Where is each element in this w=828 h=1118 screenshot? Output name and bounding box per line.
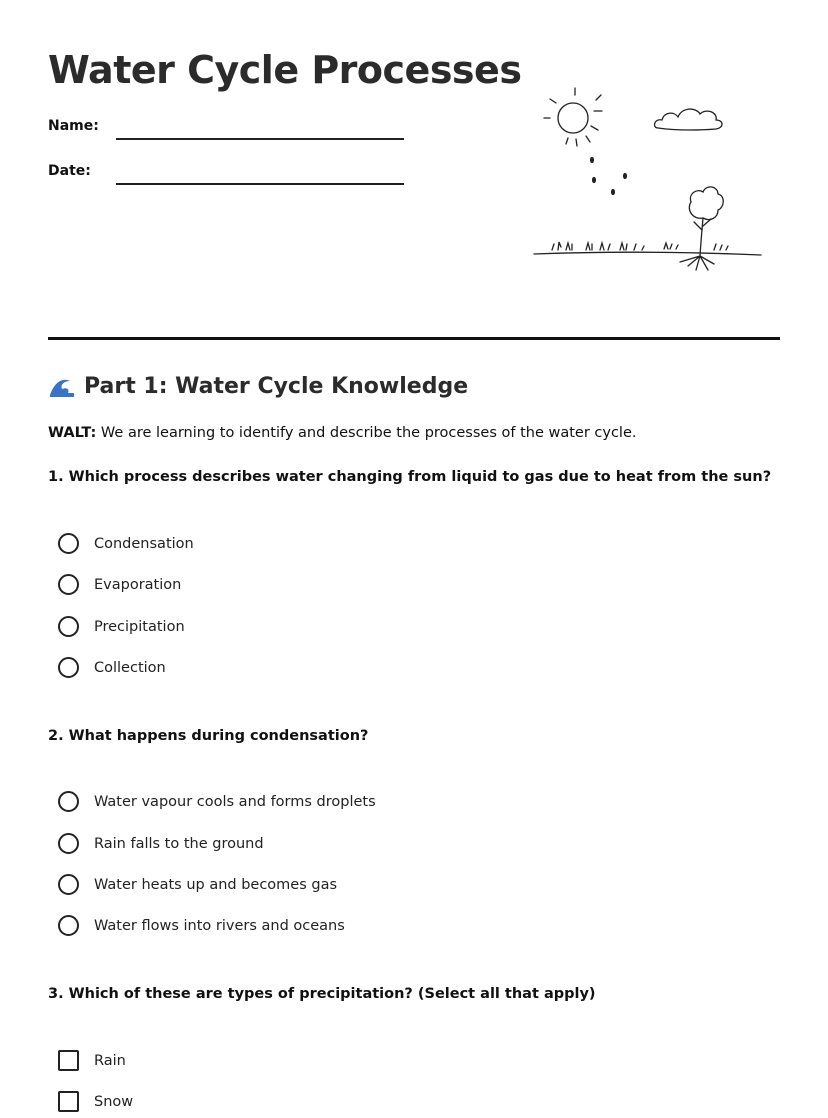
tree-icon — [680, 187, 723, 270]
water-cycle-illustration — [528, 80, 768, 280]
name-label: Name: — [48, 118, 99, 134]
date-input-line[interactable] — [116, 183, 404, 185]
part1-heading-text: Part 1: Water Cycle Knowledge — [84, 374, 469, 399]
checkbox[interactable] — [58, 1050, 79, 1071]
radio-button[interactable] — [58, 574, 79, 595]
radio-button[interactable] — [58, 791, 79, 812]
name-input-line[interactable] — [116, 138, 404, 140]
radio-button[interactable] — [58, 833, 79, 854]
q1-option-precipitation[interactable] — [58, 616, 185, 637]
walt-statement — [48, 425, 637, 441]
option-label: Precipitation — [94, 618, 185, 635]
q3-option-snow[interactable] — [58, 1091, 133, 1112]
q1-option-condensation[interactable] — [58, 533, 194, 554]
radio-button[interactable] — [58, 874, 79, 895]
option-label: Evaporation — [94, 576, 182, 593]
part1-heading — [48, 374, 468, 399]
date-label: Date: — [48, 163, 91, 179]
option-label: Water heats up and becomes gas — [94, 876, 338, 893]
raindrops-icon — [591, 158, 627, 195]
option-label: Collection — [94, 659, 166, 676]
q3-option-rain[interactable] — [58, 1050, 126, 1071]
q1-option-evaporation[interactable] — [58, 574, 181, 595]
section-divider — [48, 337, 780, 340]
checkbox[interactable] — [58, 1091, 79, 1112]
worksheet-title: Water Cycle Processes — [48, 48, 522, 92]
sun-icon — [544, 88, 602, 146]
radio-button[interactable] — [58, 657, 79, 678]
radio-button[interactable] — [58, 616, 79, 637]
option-label: Snow — [94, 1093, 134, 1110]
wave-icon — [48, 375, 76, 399]
question-2: 2. What happens during condensation? — [48, 728, 369, 744]
option-label: Rain — [94, 1052, 126, 1069]
ground-grass-icon — [534, 242, 761, 255]
option-label: Condensation — [94, 535, 194, 552]
question-1: 1. Which process describes water changing from liquid to gas due to heat from the sun? — [48, 469, 772, 485]
option-label: Water flows into rivers and oceans — [94, 917, 345, 934]
q2-option-water-heats[interactable] — [58, 874, 337, 895]
question-3: 3. Which of these are types of precipitation? (Select all that apply) — [48, 986, 596, 1002]
radio-button[interactable] — [58, 533, 79, 554]
walt-label: WALT: — [48, 425, 97, 441]
radio-button[interactable] — [58, 915, 79, 936]
walt-text: We are learning to identify and describe the processes of the water cycle. — [96, 425, 637, 441]
option-label: Rain falls to the ground — [94, 835, 264, 852]
q2-option-vapour-cools[interactable] — [58, 791, 376, 812]
q1-option-collection[interactable] — [58, 657, 166, 678]
q2-option-rain-falls[interactable] — [58, 833, 264, 854]
option-label: Water vapour cools and forms droplets — [94, 793, 376, 810]
q2-option-water-flows[interactable] — [58, 915, 345, 936]
cloud-icon — [655, 109, 722, 130]
